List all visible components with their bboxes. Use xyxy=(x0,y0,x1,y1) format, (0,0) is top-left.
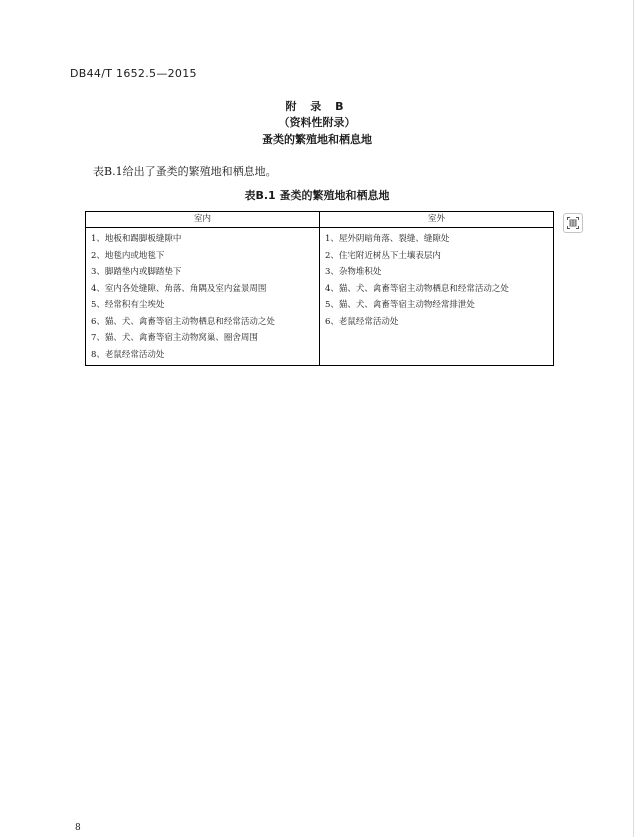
appendix-title: 蚤类的繁殖地和栖息地 xyxy=(262,133,372,146)
outdoor-cell xyxy=(320,228,554,366)
page-number: 8 xyxy=(75,823,81,833)
habitat-table xyxy=(85,211,554,366)
list-item: 5、经常积有尘埃处 xyxy=(91,300,165,310)
list-item: 7、猫、犬、禽畜等宿主动物窝巢、圈舍周围 xyxy=(91,333,258,343)
indoor-cell xyxy=(86,228,320,366)
list-item: 4、猫、犬、禽畜等宿主动物栖息和经常活动之处 xyxy=(325,283,509,294)
text-recognition-icon xyxy=(567,217,579,229)
appendix-type: （资料性附录） xyxy=(278,116,356,129)
list-item: 6、老鼠经常活动处 xyxy=(325,316,399,327)
list-item: 1、屋外阴暗角落、裂缝、缝隙处 xyxy=(325,234,450,244)
appendix-label: 附 录 B xyxy=(285,100,349,113)
list-item: 1、地板和踢脚板缝隙中 xyxy=(91,234,182,244)
text-recognition-button[interactable] xyxy=(563,213,583,233)
intro-paragraph: 表B.1给出了蚤类的繁殖地和栖息地。 xyxy=(93,165,277,178)
column-header-outdoor: 室外 xyxy=(320,212,554,228)
list-item: 6、猫、犬、禽畜等宿主动物栖息和经常活动之处 xyxy=(91,316,275,327)
table-row xyxy=(86,228,554,366)
table-header-row xyxy=(86,212,554,228)
list-item: 3、脚踏垫内或脚踏垫下 xyxy=(91,267,182,277)
list-item: 3、杂物堆积处 xyxy=(325,267,382,277)
column-header-indoor: 室内 xyxy=(86,212,320,228)
list-item: 4、室内各处缝隙、角落、角隅及室内盆景周围 xyxy=(91,283,267,294)
table-caption: 表B.1 蚤类的繁殖地和栖息地 xyxy=(244,189,390,202)
list-item: 5、猫、犬、禽畜等宿主动物经常排泄处 xyxy=(325,300,475,310)
document-id: DB44/T 1652.5—2015 xyxy=(70,67,197,80)
list-item: 2、地毯内或地毯下 xyxy=(91,250,165,261)
list-item: 2、住宅附近树丛下土壤表层内 xyxy=(325,250,441,261)
list-item: 8、老鼠经常活动处 xyxy=(91,349,165,360)
